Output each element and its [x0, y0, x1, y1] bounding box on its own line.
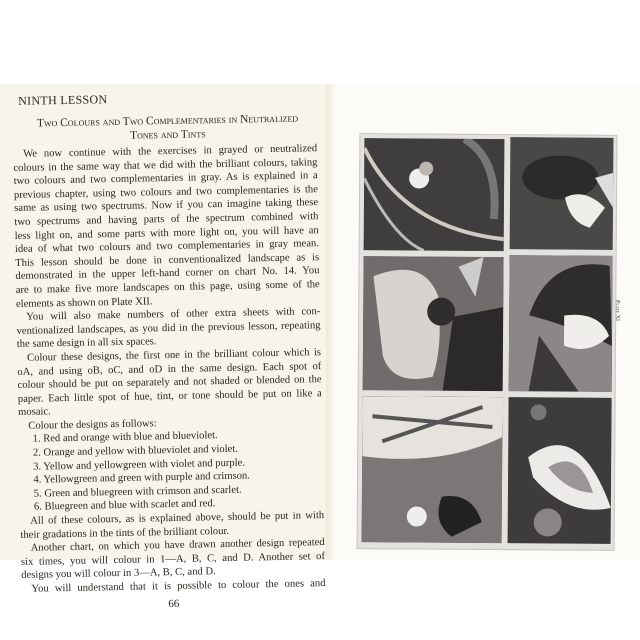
text-block	[12, 88, 326, 612]
text-line: idea of what two colours and two complementaries in gray mean.	[14, 238, 320, 256]
left-page	[0, 84, 330, 610]
panel-hat-figure	[509, 255, 613, 392]
page-number: 66	[168, 597, 180, 610]
plate-illustration	[357, 133, 618, 551]
text-line: their gradations in the tints of the brilliant colour.	[20, 525, 230, 541]
title-line: Two Colours and Two Complementaries in Neutralized	[36, 112, 299, 130]
running-head: NINTH LESSON	[17, 92, 108, 108]
panel-dancer	[363, 256, 504, 391]
panel-night-landscape	[364, 138, 505, 251]
panel-peacock-figure	[508, 397, 612, 544]
text-line: 2. Orange and yellow with blueviolet and violet.	[32, 443, 239, 459]
text-line: paper. Each little spot of hue, tint, or tone should be put on like a	[17, 387, 322, 405]
text-line: 3. Yellow and yellowgreen with violet and purple.	[33, 457, 246, 473]
text-line: 6. Bluegreen and blue with scarlet and red.	[33, 498, 216, 514]
panel-figure-top-right	[510, 137, 614, 250]
text-line: This lesson should be done in conventionalized landscape as is	[15, 251, 320, 269]
text-line: same as using two spectrums. Now if you can imagine taking these	[14, 197, 319, 215]
text-line: the same design in all six spaces.	[16, 336, 157, 351]
text-line: six times, you will colour in 1—A, B, C, and D. Another set of	[20, 550, 326, 568]
text-line: elements as shown on Plate XII.	[15, 295, 153, 310]
text-line: 4. Yellowgreen and green with purple and crimson.	[33, 470, 251, 486]
text-line: You will understand that it is possible to colour the ones and	[31, 578, 326, 595]
text-line: We now continue with the exercises in grayed or neutralized	[23, 143, 318, 160]
text-line: two spectrums and having parts of the spectrum combined with	[14, 211, 319, 228]
text-line: designs you will colour in 3—A, B, C, and D.	[21, 566, 216, 582]
text-line: 1. Red and orange with blue and blueviolet.	[32, 430, 218, 446]
plate-label: Plate XI	[614, 300, 620, 321]
text-line: All of these colours, as is explained above, should be put in with	[30, 510, 325, 527]
text-line: demonstrated in the upper left-hand corner on chart No. 14. You	[15, 265, 320, 283]
text-line: You will also make numbers of other extra sheets with con-	[26, 306, 321, 323]
text-line: Colour the designs as follows:	[28, 418, 157, 432]
text-line: mosaic.	[18, 406, 51, 419]
text-line: 5. Green and bluegreen with crimson and scarlet.	[33, 484, 242, 500]
text-line: two colours and two complementaries in gray. As is explained in a	[13, 170, 318, 188]
text-line: colours in the same way that we did with the brilliant colours, taking	[13, 156, 318, 174]
text-line: colour should be put on separately and not shaded or blended on the	[17, 374, 322, 392]
text-line: previous chapter, using two colours and two complementaries is the	[13, 183, 318, 201]
text-line: Colour these designs, the first one in the brilliant colour which is	[26, 347, 322, 364]
lesson-title	[18, 111, 316, 145]
text-line: oA, and using oB, oC, and oD in the same design. Each spot of	[17, 360, 322, 378]
text-line: are to make five more landscapes on this page, using some of the	[15, 279, 320, 296]
panel-tree-figure	[362, 396, 503, 543]
text-line: ventionalized landscapes, as you did in the previous lesson, repeating	[16, 319, 321, 337]
text-line: Another chart, on which you have drawn another design repeated	[30, 537, 325, 554]
title-line: Tones and Tints	[129, 128, 206, 142]
text-line: less light on, and some parts with more light on, you will have an	[14, 224, 319, 242]
body-text	[13, 142, 326, 596]
